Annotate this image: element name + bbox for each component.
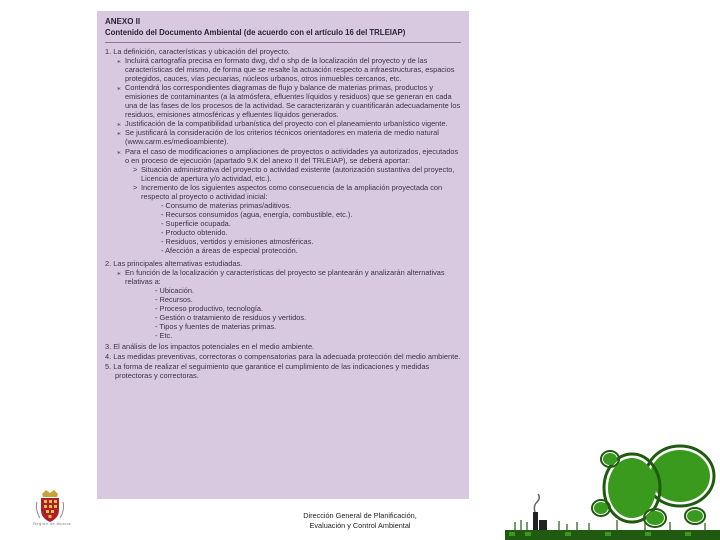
list-item: - Etc. — [155, 331, 173, 341]
section-3-heading: 3. El análisis de los impactos potenciales en el medio ambiente. — [105, 341, 315, 351]
annex-subtitle: Contenido del Documento Ambiental (de acuerdo con el artículo 16 del TRLEIAP) — [105, 28, 406, 37]
bullet-icon: ⁎ — [117, 128, 121, 138]
section-2-heading: 2. Las principales alternativas estudiadas. — [105, 259, 243, 269]
logo-caption: Región de Murcia — [33, 521, 71, 526]
list-item: > Situación administrativa del proyecto o actividad existente (autorización sustantiva del proyecto, Licencia de apertura y/o actividad, etc.). — [133, 164, 455, 183]
list-item: ⁎ Se justificará la consideración de los criterios técnicos orientadores en materia de medio natural (www.carm.es/medioambiente). — [117, 128, 439, 147]
title-divider — [105, 42, 461, 43]
bullet-icon: ⁎ — [117, 83, 121, 93]
list-item: - Superficie ocupada. — [161, 218, 231, 228]
bullet-icon: ⁎ — [117, 56, 121, 66]
section-1-heading: 1. La definición, características y ubicación del proyecto. — [105, 47, 290, 56]
footer-line-1: Dirección General de Planificación, — [303, 511, 417, 520]
green-landscape-icon — [505, 438, 720, 540]
list-item: - Proceso productivo, tecnología. — [155, 304, 264, 314]
list-item: > Incremento de los siguientes aspectos como consecuencia de la ampliación proyectada con respecto al proyecto o actividad inicial: — [133, 182, 443, 201]
section-4-heading: 4. Las medidas preventivas, correctoras o compensatorias para la adecuada protección del medio ambiente. — [105, 351, 461, 361]
list-item: ⁎ Justificación de la compatibilidad urbanística del proyecto con el planeamiento urbanístico vigente. — [117, 119, 448, 129]
bullet-icon: ⁎ — [117, 119, 121, 129]
footer-department — [260, 511, 460, 530]
bullet-icon: ⁎ — [117, 146, 121, 156]
list-item: - Afección a áreas de especial protección. — [161, 246, 298, 256]
list-item: - Recursos consumidos (agua, energía, combustible, etc.). — [161, 209, 353, 219]
list-item: - Ubicación. — [155, 286, 195, 296]
annex-document-panel — [97, 11, 469, 499]
section-5-heading: 5. La forma de realizar el seguimiento que garantice el cumplimiento de las indicaciones y medidas protectoras y correctoras. — [105, 361, 430, 380]
chevron-right-icon: > — [133, 164, 138, 174]
list-item: ⁎ Para el caso de modificaciones o ampliaciones de proyectos o actividades ya autorizados, ejecutados o en proceso de ejecución (apartado 9.K del anexo II del TRLEIAP), se deberá aportar: — [117, 146, 459, 165]
list-item: - Gestión o tratamiento de residuos y vertidos. — [155, 313, 307, 323]
annex-title-text: ANEXO II — [105, 17, 141, 26]
list-item: - Producto obtenido. — [161, 227, 228, 237]
list-item: - Recursos. — [155, 295, 193, 305]
list-item: ⁎ Incluirá cartografía precisa en formato dwg, dxf o shp de la localización del proyecto y de las características del mismo, de forma que se resalte la actuación respecto a infraestructuras, espacios protegidos, cauces, vías pecuarias, núcleos urbanos, otros inmuebles cercanos, etc. — [117, 56, 455, 84]
list-item: - Tipos y fuentes de materias primas. — [155, 322, 277, 332]
annex-title — [105, 17, 461, 27]
list-item: ⁎ En función de la localización y características del proyecto se plantearán y analizarán alternativas relativas a: — [117, 268, 445, 287]
list-item: - Consumo de materias primas/aditivos. — [161, 200, 292, 210]
chevron-right-icon: > — [133, 182, 138, 192]
list-item: ⁎ Contendrá los correspondientes diagramas de flujo y balance de materias primas, productos y emisiones de contaminantes (a la atmósfera, efluentes líquidos y residuos) que se generan en cada una de las fases de los procesos de la actividad. Se caracterizarán y cuantificarán adecuadamente los residuos, emisiones atmosféricas y efluentes líquidos generados. — [117, 83, 461, 120]
footer-line-2: Evaluación y Control Ambiental — [309, 520, 411, 530]
list-item: - Residuos, vertidos y emisiones atmosféricas. — [161, 236, 314, 246]
bullet-icon: ⁎ — [117, 268, 121, 278]
